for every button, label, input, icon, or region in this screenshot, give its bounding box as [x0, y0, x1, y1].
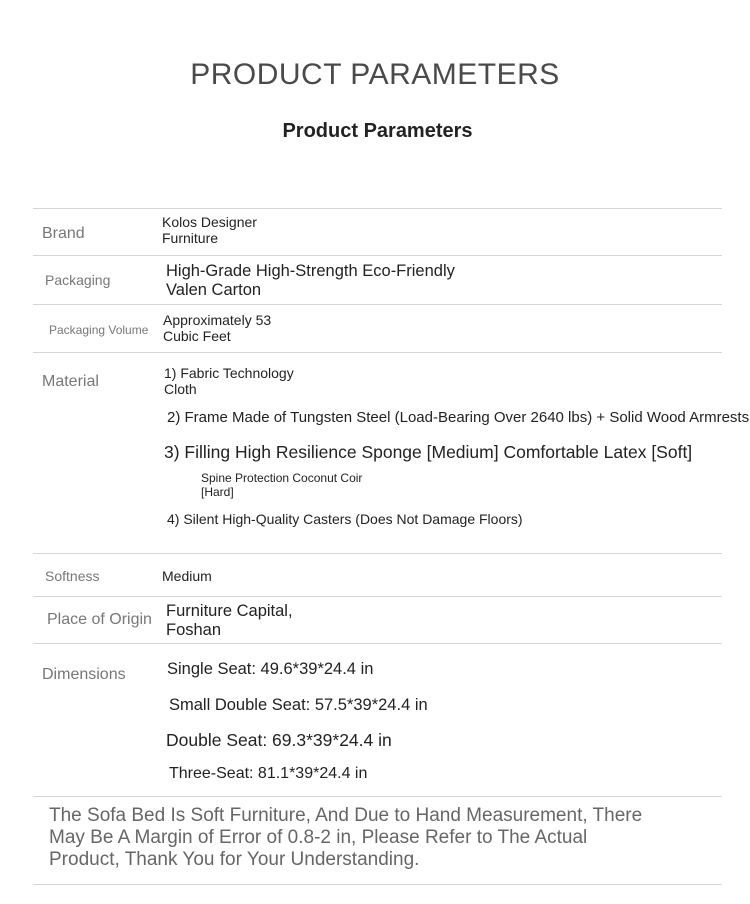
- packaging-volume-label: Packaging Volume: [49, 323, 149, 337]
- dimension-double: Double Seat: 69.3*39*24.4 in: [166, 730, 392, 750]
- dimensions-label: Dimensions: [42, 666, 126, 683]
- material-item-3: 3) Filling High Resilience Sponge [Medium] Comfortable Latex [Soft]: [164, 442, 693, 462]
- origin-value-line2: Foshan: [166, 620, 222, 639]
- material-item-3-sub: [201, 472, 362, 500]
- softness-label: Softness: [45, 568, 100, 584]
- brand-value-line1: Kolos Designer: [162, 214, 257, 230]
- table-rule: [33, 796, 722, 797]
- table-rule: [33, 255, 722, 256]
- table-rule: [33, 643, 722, 644]
- table-rule: [33, 304, 722, 305]
- dimension-single: Single Seat: 49.6*39*24.4 in: [167, 660, 374, 678]
- page-subtitle: Product Parameters: [282, 120, 473, 142]
- material-item-1-line2: Cloth: [164, 381, 197, 398]
- material-item-2: 2) Frame Made of Tungsten Steel (Load-Bearing Over 2640 lbs) + Solid Wood Armrests: [167, 409, 750, 426]
- material-item-3-sub-line2: [Hard]: [201, 484, 234, 499]
- packaging-label: Packaging: [45, 272, 111, 288]
- packaging-value: [166, 262, 455, 300]
- packaging-value-line2: Valen Carton: [166, 280, 262, 299]
- origin-value: [166, 602, 293, 640]
- packaging-volume-value-line1: Approximately 53: [163, 312, 272, 328]
- table-rule-top: [33, 208, 722, 209]
- brand-value: [162, 214, 257, 246]
- material-item-1: [164, 365, 294, 397]
- material-item-4: 4) Silent High-Quality Casters (Does Not Damage Floors): [167, 511, 523, 527]
- packaging-value-line1: High-Grade High-Strength Eco-Friendly: [166, 262, 455, 280]
- brand-label: Brand: [42, 225, 85, 242]
- table-rule-bottom: [33, 884, 722, 885]
- origin-value-line1: Furniture Capital,: [166, 602, 293, 620]
- table-rule: [33, 553, 722, 554]
- table-rule: [33, 596, 722, 597]
- brand-value-line2: Furniture: [162, 230, 219, 247]
- dimension-three: Three-Seat: 81.1*39*24.4 in: [169, 765, 368, 782]
- material-item-3-sub-line1: Spine Protection Coconut Coir: [201, 471, 363, 485]
- softness-value: Medium: [162, 568, 212, 584]
- measurement-note: The Sofa Bed Is Soft Furniture, And Due to Hand Measurement, There May Be A Margin of Error of 0.8-2 in, Please Refer to The Actual Product, Thank You for Your Understanding.: [49, 805, 643, 870]
- origin-label: Place of Origin: [47, 611, 152, 628]
- material-item-1-line1: 1) Fabric Technology: [164, 365, 294, 381]
- packaging-volume-value: [163, 312, 271, 344]
- page-title: PRODUCT PARAMETERS: [190, 58, 560, 91]
- dimension-small-double: Small Double Seat: 57.5*39*24.4 in: [169, 696, 428, 714]
- material-label: Material: [42, 373, 99, 390]
- table-rule: [33, 352, 722, 353]
- packaging-volume-value-line2: Cubic Feet: [163, 328, 231, 345]
